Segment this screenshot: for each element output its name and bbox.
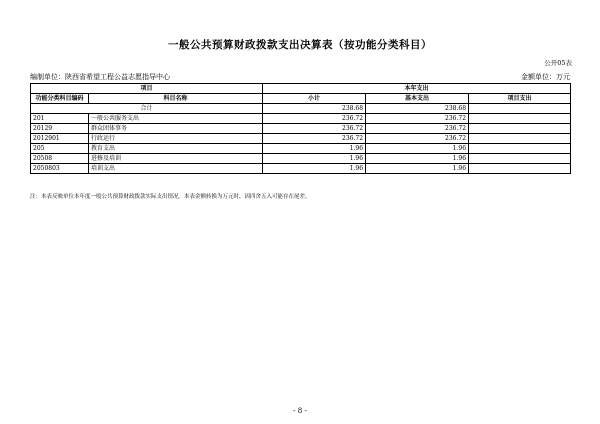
table-row: [31, 134, 571, 144]
row-code: 2012901: [31, 134, 89, 144]
row-subtotal: 236.72: [263, 124, 366, 134]
row-project: [469, 144, 571, 154]
total-subtotal: 238.68: [263, 104, 366, 114]
total-basic: 238.68: [366, 104, 469, 114]
report-title: 一般公共预算财政拨款支出决算表（按功能分类科目）: [168, 39, 432, 51]
table-row: [31, 124, 571, 134]
header-project: 项目: [31, 84, 263, 94]
row-basic: 1.96: [366, 144, 469, 154]
header-current-year: 本年支出: [263, 84, 571, 94]
table-row: [31, 154, 571, 164]
header-basic: 基本支出: [366, 94, 469, 104]
row-basic: 236.72: [366, 134, 469, 144]
row-name: 教育支出: [89, 144, 263, 154]
compiling-unit: 编制单位：陕西省希望工程公益志愿指导中心: [30, 73, 170, 81]
page-number: - 8 -: [293, 407, 307, 415]
row-name: 培训支出: [89, 164, 263, 174]
row-name: 进修及培训: [89, 154, 263, 164]
table-row: [31, 164, 571, 174]
row-project: [469, 114, 571, 124]
row-code: 20508: [31, 154, 89, 164]
expenditure-table: [30, 83, 571, 174]
header-row-1: [31, 84, 571, 94]
row-subtotal: 1.96: [263, 164, 366, 174]
table-row: [31, 114, 571, 124]
header-subtotal: 小计: [263, 94, 366, 104]
row-project: [469, 134, 571, 144]
row-basic: 236.72: [366, 124, 469, 134]
row-subtotal: 1.96: [263, 154, 366, 164]
row-name: 一般公共服务支出: [89, 114, 263, 124]
total-project: [469, 104, 571, 114]
total-row: [31, 104, 571, 114]
table-note: 注：本表反映单位本年度一般公共预算财政拨款实际支出情况。本表金额转换为万元时，因四舍五入可能存在尾差。: [30, 194, 311, 200]
header-code: 功能分类科目编码: [31, 94, 89, 104]
row-basic: 236.72: [366, 114, 469, 124]
row-code: 2050803: [31, 164, 89, 174]
row-subtotal: 236.72: [263, 134, 366, 144]
row-code: 201: [31, 114, 89, 124]
header-name: 科目名称: [89, 94, 263, 104]
header-row-2: [31, 94, 571, 104]
row-basic: 1.96: [366, 164, 469, 174]
total-label: 合计: [31, 104, 263, 114]
form-number: 公开05表: [544, 59, 572, 67]
table-row: [31, 144, 571, 154]
row-name: 群众团体事务: [89, 124, 263, 134]
row-subtotal: 236.72: [263, 114, 366, 124]
row-code: 20129: [31, 124, 89, 134]
row-project: [469, 164, 571, 174]
unit-row: [30, 72, 570, 82]
row-project: [469, 154, 571, 164]
row-subtotal: 1.96: [263, 144, 366, 154]
amount-unit: 金额单位：万元: [521, 73, 570, 81]
row-name: 行政运行: [89, 134, 263, 144]
row-project: [469, 124, 571, 134]
row-code: 205: [31, 144, 89, 154]
header-project-expenditure: 项目支出: [469, 94, 571, 104]
row-basic: 1.96: [366, 154, 469, 164]
